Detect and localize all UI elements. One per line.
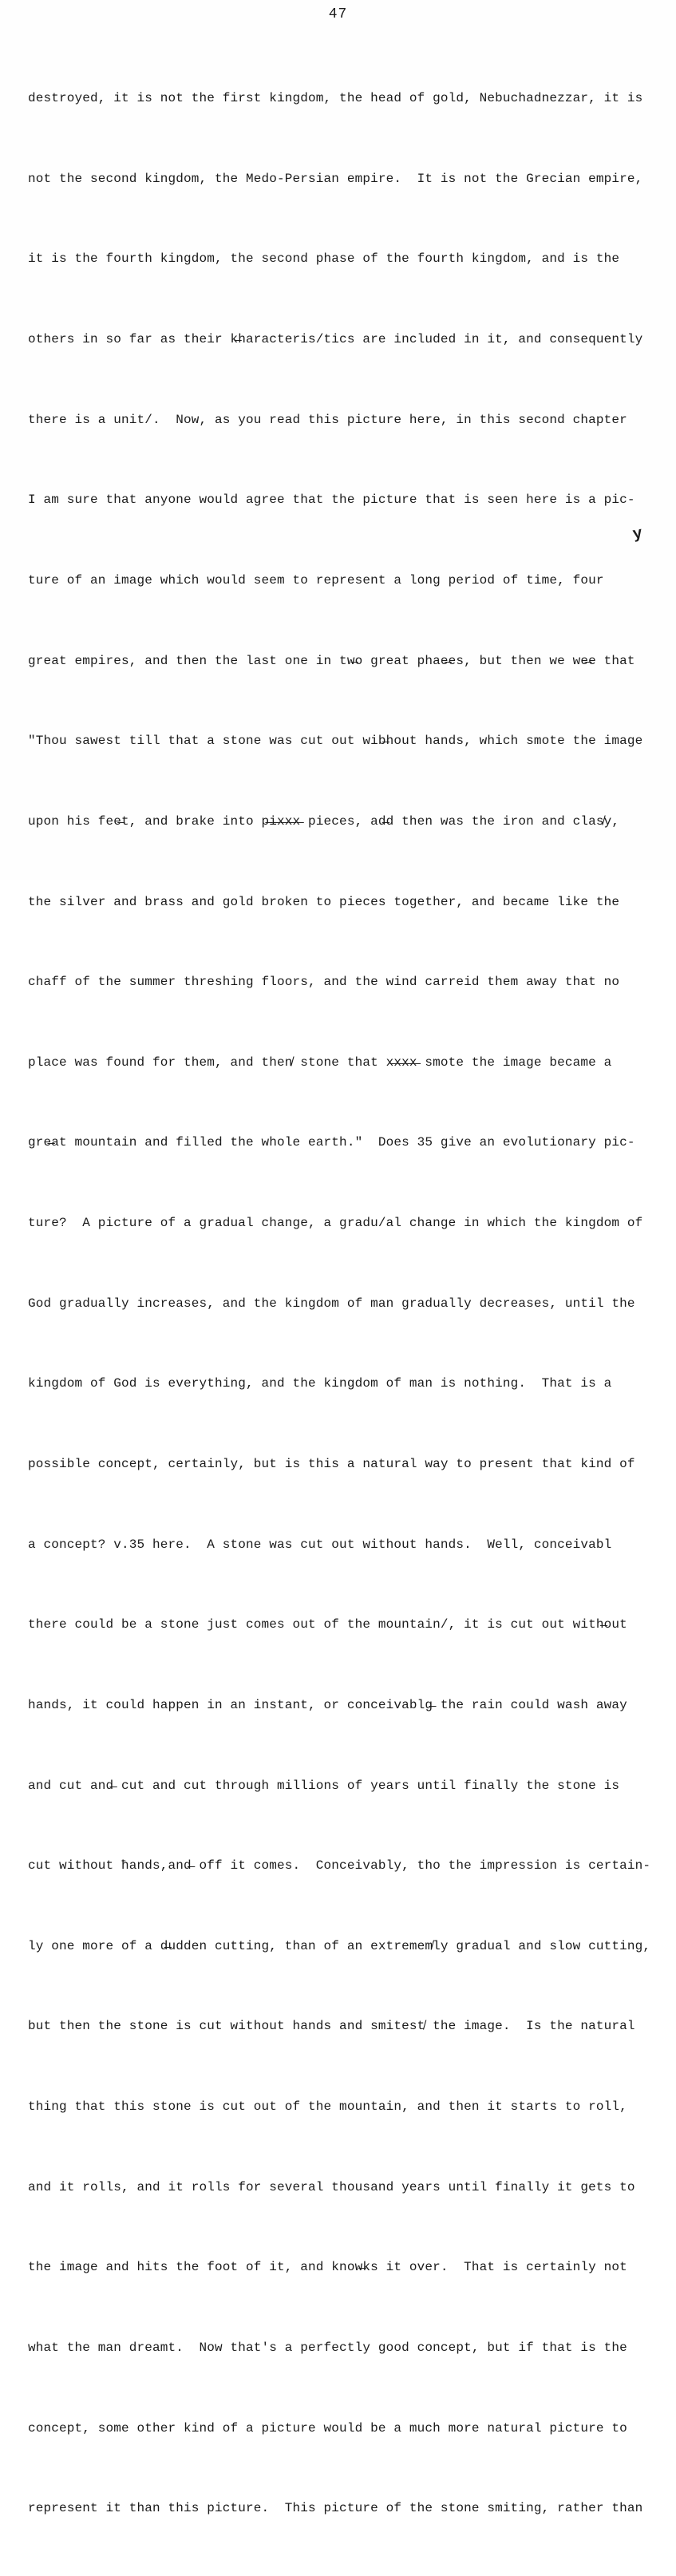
text-line: thing that this stone is cut out of the mountain, and then it starts to roll, [28,2099,627,2115]
text-line: concept, some other kind of a picture would be a much more natural picture to [28,2420,627,2436]
text-line: the silver and brass and gold broken to pieces together, and became like the [28,894,620,909]
text-line: others in so far as their k̶haracteris/tics are included in it, and consequently [28,332,643,347]
text-line: and cut and̶ cut and cut through millions of years until finally the stone is [28,1778,620,1793]
text-line: but then the stone is cut without hands and smitest̸ the image. Is the natural [28,2019,635,2034]
text-line: ture of an image which would seem to represent a long period of time, four [28,572,604,588]
text-line: gre̶at mountain and filled the whole earth." Does 35 give an evolutionary pic- [28,1135,635,1150]
text-line: God gradually increases, and the kingdom of man gradually decreases, until the [28,1296,635,1311]
text-line: destroyed, it is not the first kingdom, the head of gold, Nebuchadnezzar, it is [28,91,643,106]
text-line: place was found for them, and then̸ stone that x̶x̶x̶x̶ smote the image became a [28,1055,612,1070]
page-number: 47 [328,6,348,22]
text-line: there is a unit/. Now, as you read this picture here, in this second chapter [28,412,627,427]
text-line: not the second kingdom, the Medo-Persian empire. It is not the Grecian empire, [28,171,643,186]
text-line: represent it than this picture. This picture of the stone smiting, rather than [28,2501,643,2516]
text-line: I am sure that anyone would agree that the picture that is seen here is a pic- [28,493,635,508]
text-line: the image and hits the foot of it, and know̶ks it over. That is certainly not [28,2260,627,2275]
text-line: possible concept, certainly, but is this a natural way to present that kind of [28,1456,635,1471]
text-line: kingdom of God is everything, and the kingdom of man is nothing. That is a [28,1376,612,1391]
text-line: there could be a stone just comes out of the mountain/, it is cut out with̶out [28,1617,627,1632]
typed-correction-y: y [631,524,644,544]
text-line: a concept? v.35 here. A stone was cut out without hands. Well, conceivabl [28,1537,612,1552]
typewritten-text-block [28,32,650,2576]
text-line: upon his fee̶t, and brake into p̶i̶x̶x̶x̶ pieces, ad̶d then was the iron and clas̸y, [28,813,620,829]
text-line: ture? A picture of a gradual change, a gradu/al change in which the kingdom of [28,1216,643,1231]
text-line: great empires, and then the last one in tw̶o great phae̶es, but then we we̶e that [28,653,635,668]
text-line: cut without ħands,and̶ off it comes. Conceivably, tho the impression is certain- [28,1858,651,1874]
text-line: chaff of the summer threshing floors, and the wind carreid them away that no [28,975,620,990]
text-line: ly one more of a d̶udden cutting, than of an extremem̸ly gradual and slow cutting, [28,1938,651,1953]
text-line: hands, it could happen in an instant, or conceivablg̶ the rain could wash away [28,1697,627,1712]
text-line: what the man dreamt. Now that's a perfectly good concept, but if that is the [28,2341,627,2356]
text-line: it is the fourth kingdom, the second phase of the fourth kingdom, and is the [28,251,620,267]
text-line: and it rolls, and it rolls for several thousand years until finally it gets to [28,2179,635,2194]
text-line: "Thou sawest till that a stone was cut out wib̶hout hands, which smote the image [28,734,643,749]
